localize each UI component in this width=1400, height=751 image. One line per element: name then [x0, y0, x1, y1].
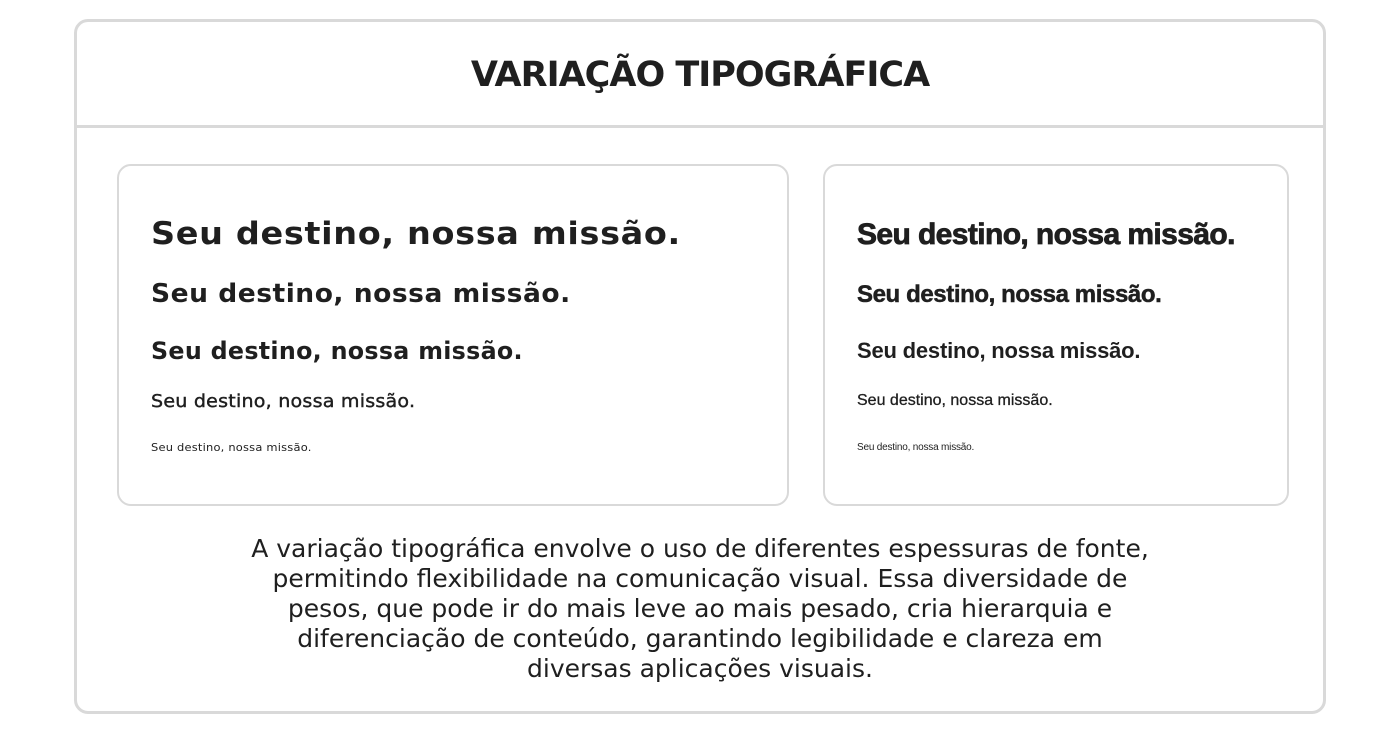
page-title: VARIAÇÃO TIPOGRÁFICA [470, 54, 930, 95]
sample-card-display-font [117, 164, 789, 506]
sample-card-text-font [823, 164, 1289, 506]
sample-line-medium: Seu destino, nossa missão. [857, 338, 1141, 363]
sample-line-medium: Seu destino, nossa missão. [151, 337, 523, 365]
sample-line-light: Seu destino, nossa missão. [857, 442, 975, 453]
sample-line-heavy: Seu destino, nossa missão. [857, 281, 1162, 308]
sample-line-heaviest: Seu destino, nossa missão. [151, 216, 681, 252]
sample-line-regular: Seu destino, nossa missão. [151, 391, 416, 412]
sample-line-heavy: Seu destino, nossa missão. [151, 279, 571, 309]
typography-panel [74, 19, 1326, 714]
description-text: A variação tipográfica envolve o uso de diferentes espessuras de fonte, permitindo flexibilidade na comunicação visual. Essa diversidade de pesos, que pode ir do mais leve ao mais pesado, cria hierarquia e diferenciação de conteúdo, garantindo legibilidade e clareza em diversas aplicações visuais. [251, 534, 1149, 683]
panel-header [77, 22, 1323, 128]
sample-line-regular: Seu destino, nossa missão. [857, 392, 1053, 409]
sample-line-light: Seu destino, nossa missão. [151, 441, 312, 454]
sample-line-heaviest: Seu destino, nossa missão. [857, 218, 1235, 251]
